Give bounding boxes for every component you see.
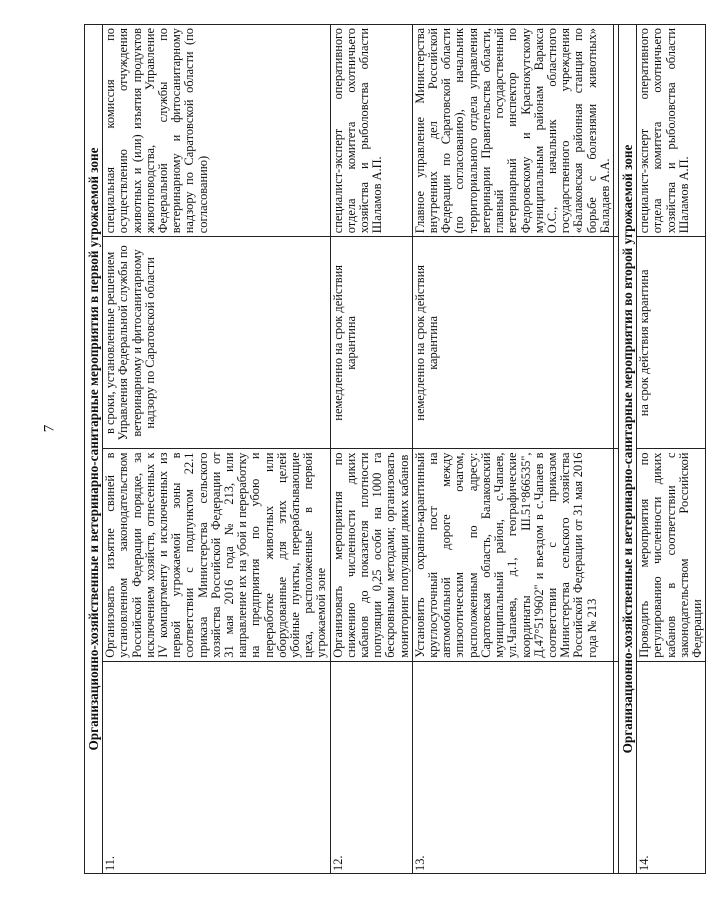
term-cell: в сроки, установленные решением Управления Федеральной службы по ветеринарному и фитосанитарному надзору по Саратовской области [103,237,330,449]
measures-table [84,24,706,874]
responsible-cell: специальная комиссия по осуществлению отчуждения животных и (или) изъятия продуктов животноводства, Управление Федеральной службы по ветеринарному и фитосанитарному надзору по Саратовской области (по согласованию) [103,25,330,237]
rotated-table-container [84,24,704,874]
measure-cell: Организовать изъятие свиней в установленном законодательством Российской Федерации порядке, за исключением хозяйств, отнесенных к IV компартменту и исключенных из первой угрожаемой зоны в соответствии с подпунктом 22.1 приказа Министерства сельского хозяйства Российской Федерации от 31 мая 2016 года № 213, или направление их на убой и переработку на предприятия по убою и переработке животных или оборудованные для этих целей убойные пункты, перерабатывающие цеха, расположенные в первой угрожаемой зоне [103,449,330,661]
row-number: 14. [637,661,706,873]
table-row [103,25,330,874]
row-number: 12. [330,661,412,873]
responsible-cell: Главное управление Министерства внутренних дел Российской Федерации по Саратовской области (по согласованию), начальник территориального отдела управления ветеринарии Правительства области, главный государственный ветеринарный инспектор по Федоровскому и Краснокутскому муниципальным районам Варакса О.С., начальник областного государственного учреждения «Балаковская районная станция по борьбе с болезнями животных» Баладаев А.А. [412,25,613,237]
measure-cell: Проводить мероприятия по регулированию численности диких кабанов в соответствии с законодательством Российской Федерации [637,449,706,661]
section-header-second-zone [618,25,636,874]
term-cell: немедленно на срок действия карантина [412,237,613,449]
section-title: Организационно-хозяйственные и ветеринарно-санитарные мероприятия во второй угрожаемой зоне [618,25,636,874]
section-header-first-zone [85,25,103,874]
term-cell: на срок действия карантина [637,237,706,449]
page-number: 7 [41,424,58,433]
table-row [412,25,613,874]
measure-cell: Организовать мероприятия по снижению численности диких кабанов до показателя плотности популяции 0,25 особи на 1000 га бескровными методами; организовать мониторинг популяции диких кабанов [330,449,412,661]
measure-cell: Установить охранно-карантинный круглосуточный пост на автомобильной дороге между эпизоотическим очагом, расположенным по адресу: Саратовская область, Балаковский муниципальный район, с.Чапаев, ул.Чапаева, д.1, географические координаты Ш.51°866535", Д.47°51'9602" и въездом в с.Чапаев в соответствии с приказом Министерства сельского хозяйства Российской Федерации от 31 мая 2016 года № 213 [412,449,613,661]
responsible-cell: специалист-эксперт оперативного отдела комитета охотничьего хозяйства и рыболовства области Шаламов А.П. [330,25,412,237]
responsible-cell: специалист-эксперт оперативного отдела комитета охотничьего хозяйства и рыболовства области Шаламов А.П. [637,25,706,237]
table-row [330,25,412,874]
table-row [637,25,706,874]
section-title: Организационно-хозяйственные и ветеринарно-санитарные мероприятия в первой угрожаемой зоне [85,25,103,874]
term-cell: немедленно на срок действия карантина [330,237,412,449]
row-number: 11. [103,661,330,873]
row-number: 13. [412,661,613,873]
